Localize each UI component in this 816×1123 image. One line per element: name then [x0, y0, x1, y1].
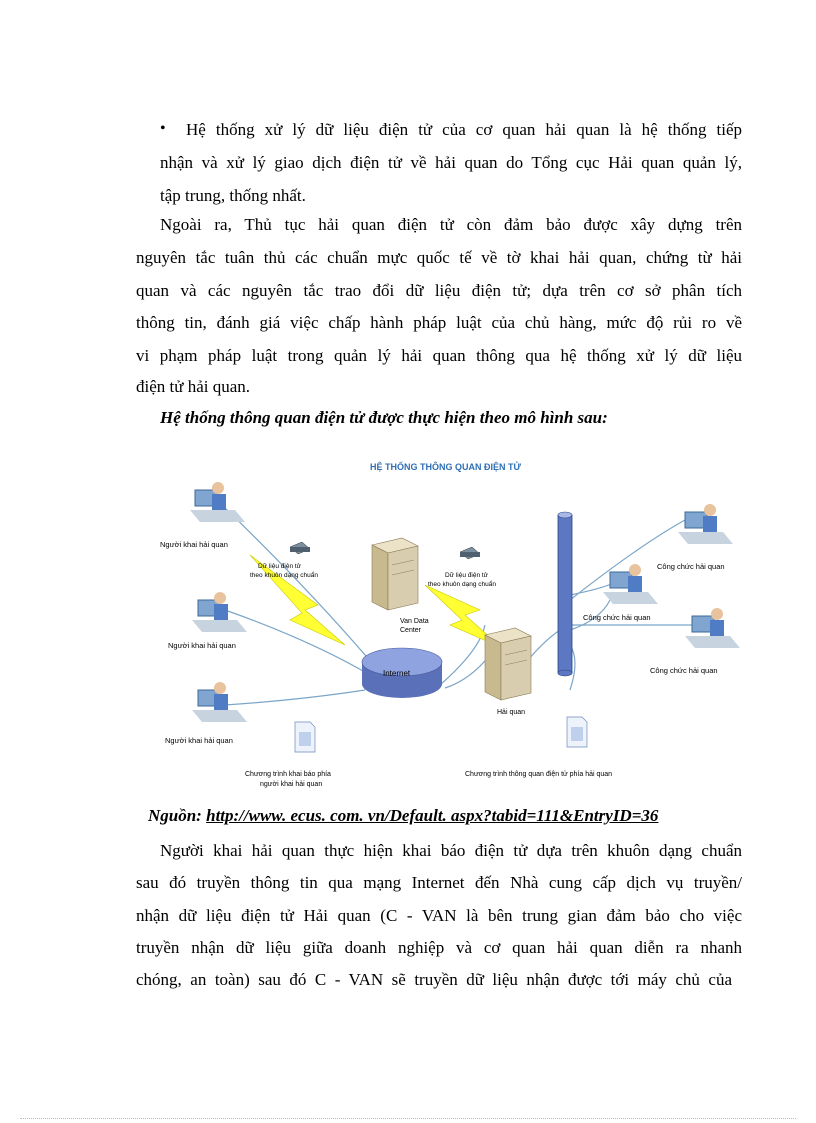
para2-line-2: sau đó truyền thông tin qua mạng Internet đến Nhà cung cấp dịch vụ truyền/ — [136, 873, 742, 892]
computer-user-icon — [603, 564, 658, 604]
para1-line-3: quan và các nguyên tắc trao đổi dữ liệu điện tử; dựa trên cơ sở phân tích — [136, 281, 742, 300]
declarant-label: Người khai hải quan — [165, 736, 233, 745]
computer-user-icon — [192, 682, 247, 722]
data-packet-icon — [460, 547, 480, 559]
para2-line-5: chóng, an toàn) sau đó C - VAN sẽ truyền dữ liệu nhận được tới máy chủ của — [136, 970, 732, 989]
data-packet-icon — [290, 542, 310, 554]
bullet-line-3: tập trung, thống nhất. — [160, 186, 306, 205]
standard-data-label: Dữ liệu điện tử — [258, 563, 302, 570]
para1-line-5: vi phạm pháp luật trong quản lý hải quan thông qua hệ thống xử lý dữ liệu — [136, 346, 742, 365]
customs-label: Hải quan — [497, 709, 526, 716]
standard-data-label: Dữ liệu điện tử — [445, 572, 489, 579]
declarant-program-label: Chương trình khai báo phía — [245, 771, 331, 778]
computer-user-icon — [192, 592, 247, 632]
diagram-heading: Hệ thống thông quan điện tử được thực hiện theo mô hình sau: — [160, 408, 608, 427]
bullet-line-1: Hệ thống xử lý dữ liệu điện tử của cơ quan hải quan là hệ thống tiếp — [186, 120, 742, 139]
officer-label: Công chức hải quan — [650, 666, 718, 675]
customs-program-label: Chương trình thông quan điện tử phía hải quan — [465, 771, 613, 778]
source-prefix: Nguồn: — [148, 806, 207, 825]
page-bottom-rule — [20, 1118, 796, 1119]
customs-system-diagram — [140, 450, 750, 800]
server-icon — [372, 538, 418, 610]
para1-line-4: thông tin, đánh giá việc chấp hành pháp luật của chủ hàng, mức độ rủi ro về — [136, 313, 742, 332]
standard-data-label: theo khuôn dạng chuẩn — [428, 581, 496, 588]
para1-line-6: điện tử hải quan. — [136, 377, 251, 396]
para1-line-2: nguyên tắc tuân thủ các chuẩn mực quốc tế về tờ khai hải quan, chứng từ hải — [136, 248, 742, 267]
declarant-label: Người khai hải quan — [168, 641, 236, 650]
diagram-title: HỆ THỐNG THÔNG QUAN ĐIỆN TỬ — [370, 462, 521, 472]
document-icon — [295, 722, 315, 752]
van-data-center-label: Van Data — [400, 618, 429, 625]
declarant-label: Người khai hải quan — [160, 540, 228, 549]
document-icon — [567, 717, 587, 747]
para2-line-4: truyền nhận dữ liệu giữa doanh nghiệp và cơ quan hải quan diễn ra nhanh — [136, 938, 742, 957]
source-link[interactable]: http://www. ecus. com. vn/Default. aspx?tabid=111&EntryID=36 — [206, 806, 659, 825]
para2-line-3: nhận dữ liệu điện tử Hải quan (C - VAN là bên trung gian đảm bảo cho việc — [136, 906, 742, 925]
van-data-center-label: Center — [400, 627, 422, 634]
computer-user-icon — [685, 608, 740, 648]
source-citation — [148, 806, 658, 826]
bullet-line-2: nhận và xử lý giao dịch điện tử về hải quan do Tổng cục Hải quan quản lý, — [160, 153, 742, 172]
officer-label: Công chức hải quan — [657, 562, 725, 571]
para2-line-1: Người khai hải quan thực hiện khai báo điện tử dựa trên khuôn dạng chuẩn — [160, 841, 742, 860]
network-backbone — [558, 512, 572, 676]
officer-label: Công chức hải quan — [583, 613, 651, 622]
computer-user-icon — [678, 504, 733, 544]
server-icon — [485, 628, 531, 700]
internet-label: Internet — [383, 669, 411, 678]
para1-line-1: Ngoài ra, Thủ tục hải quan điện tử còn đảm bảo được xây dựng trên — [160, 215, 742, 234]
standard-data-label: theo khuôn dạng chuẩn — [250, 572, 318, 579]
computer-user-icon — [190, 482, 245, 522]
bullet-marker: • — [160, 120, 166, 137]
declarant-program-label: người khai hải quan — [260, 781, 323, 788]
